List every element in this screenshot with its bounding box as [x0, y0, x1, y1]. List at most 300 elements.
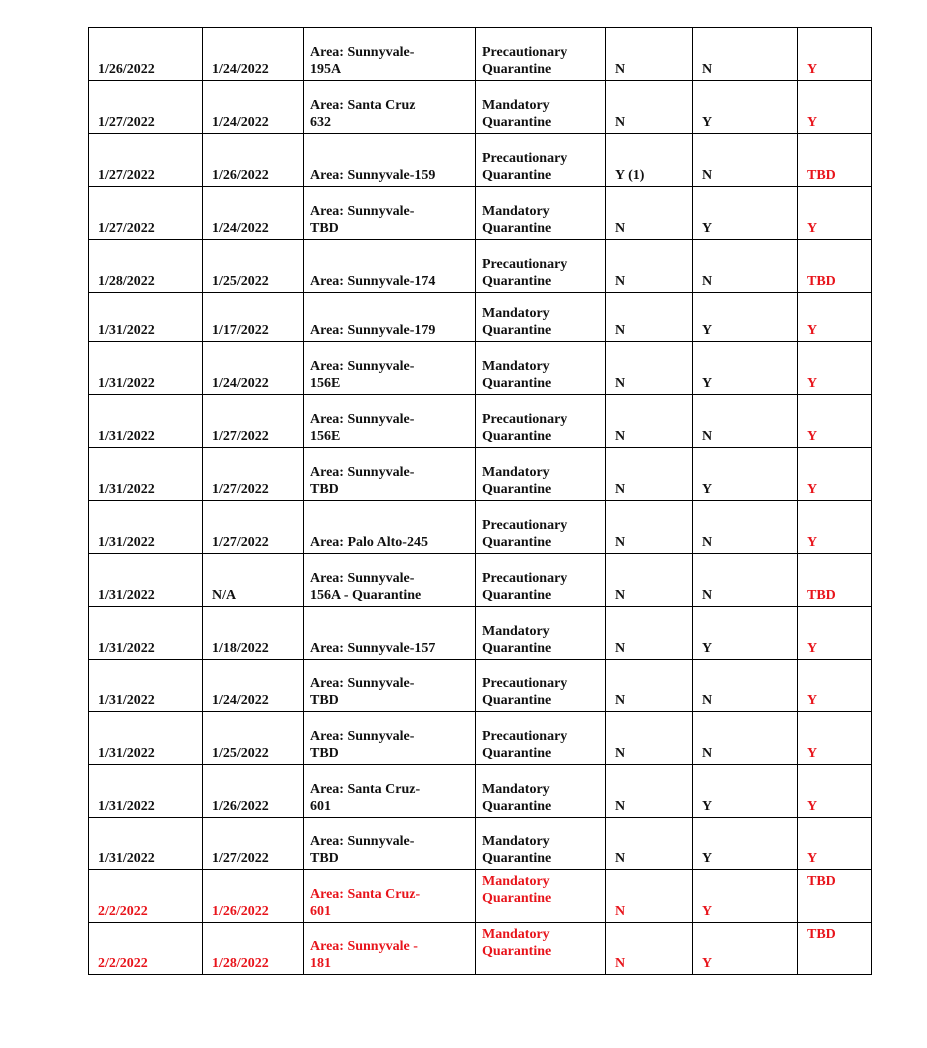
area-cell — [304, 660, 476, 712]
status-flag: Y — [807, 323, 818, 338]
last-onsite-date: 1/28/2022 — [212, 956, 269, 971]
close-contact-flag-cell — [693, 923, 798, 975]
close-contact-flag-cell — [693, 818, 798, 870]
last-onsite-date-cell — [203, 134, 304, 187]
report-date-cell — [89, 712, 203, 765]
close-contact-flag: Y — [702, 956, 713, 971]
area-line-1: Area: Sunnyvale- — [310, 729, 415, 744]
report-date-cell — [89, 342, 203, 395]
quarantine-type-line-2: Quarantine — [482, 641, 552, 656]
report-date-cell — [89, 395, 203, 448]
table-row — [89, 660, 872, 712]
positive-flag: N — [615, 482, 626, 497]
positive-flag: N — [615, 376, 626, 391]
quarantine-type-line-1: Precautionary — [482, 151, 568, 166]
quarantine-type-cell — [476, 293, 606, 342]
positive-flag: N — [615, 851, 626, 866]
last-onsite-date-cell — [203, 342, 304, 395]
area-line-1: Area: Sunnyvale - — [310, 939, 418, 954]
quarantine-type-cell — [476, 342, 606, 395]
quarantine-type-line-1: Mandatory — [482, 874, 550, 889]
quarantine-type-line-1: Precautionary — [482, 571, 568, 586]
close-contact-flag-cell — [693, 395, 798, 448]
close-contact-flag: N — [702, 429, 713, 444]
quarantine-type-cell — [476, 818, 606, 870]
quarantine-type-line-2: Quarantine — [482, 693, 552, 708]
status-flag: TBD — [807, 874, 836, 889]
status-flag: TBD — [807, 927, 836, 942]
quarantine-type-cell — [476, 765, 606, 818]
positive-flag: N — [615, 588, 626, 603]
quarantine-type-line-2: Quarantine — [482, 482, 552, 497]
last-onsite-date: 1/27/2022 — [212, 535, 269, 550]
close-contact-flag: N — [702, 746, 713, 761]
table-row — [89, 187, 872, 240]
last-onsite-date-cell — [203, 607, 304, 660]
report-date: 1/27/2022 — [98, 115, 155, 130]
last-onsite-date-cell — [203, 923, 304, 975]
report-date-cell — [89, 28, 203, 81]
area-line-1: Area: Santa Cruz — [310, 98, 416, 113]
quarantine-type-line-2: Quarantine — [482, 588, 552, 603]
status-flag: Y — [807, 115, 818, 130]
status-flag-cell — [798, 554, 872, 607]
positive-flag-cell — [606, 342, 693, 395]
quarantine-type-line-1: Mandatory — [482, 465, 550, 480]
status-flag-cell — [798, 342, 872, 395]
report-date-cell — [89, 554, 203, 607]
report-date-cell — [89, 765, 203, 818]
status-flag-cell — [798, 28, 872, 81]
quarantine-type-line-2: Quarantine — [482, 168, 552, 183]
quarantine-type-line-2: Quarantine — [482, 323, 552, 338]
positive-flag-cell — [606, 134, 693, 187]
close-contact-flag: Y — [702, 115, 713, 130]
last-onsite-date-cell — [203, 501, 304, 554]
quarantine-type-line-2: Quarantine — [482, 944, 552, 959]
quarantine-type-line-1: Mandatory — [482, 624, 550, 639]
table-row — [89, 607, 872, 660]
last-onsite-date-cell — [203, 293, 304, 342]
quarantine-type-line-1: Mandatory — [482, 359, 550, 374]
close-contact-flag-cell — [693, 712, 798, 765]
close-contact-flag: N — [702, 168, 713, 183]
close-contact-flag: Y — [702, 376, 713, 391]
area-cell — [304, 293, 476, 342]
close-contact-flag-cell — [693, 187, 798, 240]
status-flag: TBD — [807, 168, 836, 183]
table-row — [89, 818, 872, 870]
area-line-1: Area: Santa Cruz- — [310, 887, 421, 902]
report-date: 1/31/2022 — [98, 693, 155, 708]
last-onsite-date: 1/24/2022 — [212, 115, 269, 130]
close-contact-flag: N — [702, 274, 713, 289]
report-date: 1/31/2022 — [98, 851, 155, 866]
quarantine-type-line-2: Quarantine — [482, 429, 552, 444]
quarantine-type-cell — [476, 923, 606, 975]
table-body — [89, 28, 872, 975]
last-onsite-date-cell — [203, 765, 304, 818]
quarantine-type-cell — [476, 448, 606, 501]
positive-flag-cell — [606, 818, 693, 870]
close-contact-flag: N — [702, 693, 713, 708]
quarantine-type-line-1: Mandatory — [482, 834, 550, 849]
quarantine-type-line-1: Precautionary — [482, 45, 568, 60]
report-date: 1/31/2022 — [98, 535, 155, 550]
status-flag-cell — [798, 187, 872, 240]
quarantine-type-line-2: Quarantine — [482, 115, 552, 130]
close-contact-flag-cell — [693, 28, 798, 81]
area-cell — [304, 818, 476, 870]
quarantine-type-line-1: Precautionary — [482, 518, 568, 533]
quarantine-type-line-2: Quarantine — [482, 274, 552, 289]
last-onsite-date: 1/24/2022 — [212, 62, 269, 77]
positive-flag: N — [615, 535, 626, 550]
quarantine-type-cell — [476, 870, 606, 923]
status-flag: Y — [807, 693, 818, 708]
close-contact-flag-cell — [693, 765, 798, 818]
positive-flag-cell — [606, 607, 693, 660]
table-row — [89, 923, 872, 975]
positive-flag-cell — [606, 81, 693, 134]
close-contact-flag-cell — [693, 660, 798, 712]
positive-flag: Y (1) — [615, 168, 645, 183]
area-cell — [304, 81, 476, 134]
status-flag-cell — [798, 81, 872, 134]
table-row — [89, 501, 872, 554]
last-onsite-date: 1/24/2022 — [212, 376, 269, 391]
quarantine-type-line-2: Quarantine — [482, 746, 552, 761]
area-line-2: Area: Sunnyvale-179 — [310, 323, 436, 338]
positive-flag: N — [615, 62, 626, 77]
report-date-cell — [89, 187, 203, 240]
area-line-1: Area: Sunnyvale- — [310, 359, 415, 374]
area-cell — [304, 501, 476, 554]
close-contact-flag-cell — [693, 342, 798, 395]
positive-flag-cell — [606, 240, 693, 293]
table-row — [89, 342, 872, 395]
quarantine-log-table — [88, 27, 872, 975]
area-line-1: Area: Sunnyvale- — [310, 676, 415, 691]
positive-flag-cell — [606, 660, 693, 712]
last-onsite-date-cell — [203, 81, 304, 134]
quarantine-type-cell — [476, 395, 606, 448]
status-flag: Y — [807, 641, 818, 656]
area-line-1: Area: Sunnyvale- — [310, 834, 415, 849]
positive-flag-cell — [606, 187, 693, 240]
positive-flag: N — [615, 904, 626, 919]
table-row — [89, 134, 872, 187]
report-date: 1/31/2022 — [98, 641, 155, 656]
report-date: 1/27/2022 — [98, 221, 155, 236]
status-flag-cell — [798, 607, 872, 660]
last-onsite-date: 1/27/2022 — [212, 482, 269, 497]
quarantine-type-cell — [476, 240, 606, 293]
area-line-2: TBD — [310, 851, 339, 866]
area-line-2: 601 — [310, 799, 331, 814]
last-onsite-date-cell — [203, 395, 304, 448]
table-row — [89, 870, 872, 923]
status-flag-cell — [798, 660, 872, 712]
report-date-cell — [89, 448, 203, 501]
positive-flag: N — [615, 746, 626, 761]
last-onsite-date: 1/17/2022 — [212, 323, 269, 338]
area-line-1: Area: Santa Cruz- — [310, 782, 421, 797]
positive-flag-cell — [606, 395, 693, 448]
table-row — [89, 554, 872, 607]
report-date: 1/31/2022 — [98, 429, 155, 444]
last-onsite-date-cell — [203, 187, 304, 240]
last-onsite-date: 1/18/2022 — [212, 641, 269, 656]
status-flag: Y — [807, 62, 818, 77]
close-contact-flag-cell — [693, 293, 798, 342]
positive-flag-cell — [606, 765, 693, 818]
table-row — [89, 240, 872, 293]
report-date: 1/28/2022 — [98, 274, 155, 289]
area-line-2: 156E — [310, 429, 341, 444]
quarantine-type-line-1: Mandatory — [482, 782, 550, 797]
report-date: 1/31/2022 — [98, 799, 155, 814]
status-flag-cell — [798, 448, 872, 501]
status-flag: Y — [807, 482, 818, 497]
last-onsite-date-cell — [203, 818, 304, 870]
area-line-2: Area: Sunnyvale-174 — [310, 274, 436, 289]
area-cell — [304, 712, 476, 765]
status-flag-cell — [798, 240, 872, 293]
report-date-cell — [89, 870, 203, 923]
positive-flag-cell — [606, 712, 693, 765]
table-row — [89, 395, 872, 448]
area-line-1: Area: Sunnyvale- — [310, 204, 415, 219]
last-onsite-date: 1/26/2022 — [212, 904, 269, 919]
quarantine-type-line-2: Quarantine — [482, 851, 552, 866]
area-line-1: Area: Sunnyvale- — [310, 465, 415, 480]
close-contact-flag: Y — [702, 482, 713, 497]
area-cell — [304, 448, 476, 501]
close-contact-flag: Y — [702, 641, 713, 656]
last-onsite-date: 1/27/2022 — [212, 429, 269, 444]
report-date: 2/2/2022 — [98, 956, 148, 971]
close-contact-flag-cell — [693, 134, 798, 187]
report-date: 1/27/2022 — [98, 168, 155, 183]
quarantine-type-line-2: Quarantine — [482, 535, 552, 550]
status-flag: Y — [807, 221, 818, 236]
report-date: 1/31/2022 — [98, 376, 155, 391]
close-contact-flag: Y — [702, 323, 713, 338]
positive-flag: N — [615, 221, 626, 236]
quarantine-type-line-1: Precautionary — [482, 676, 568, 691]
last-onsite-date-cell — [203, 240, 304, 293]
status-flag-cell — [798, 293, 872, 342]
close-contact-flag: N — [702, 535, 713, 550]
last-onsite-date: 1/26/2022 — [212, 168, 269, 183]
positive-flag-cell — [606, 293, 693, 342]
report-date: 1/31/2022 — [98, 482, 155, 497]
table-row — [89, 765, 872, 818]
area-cell — [304, 240, 476, 293]
last-onsite-date-cell — [203, 660, 304, 712]
status-flag-cell — [798, 134, 872, 187]
report-date-cell — [89, 240, 203, 293]
table-row — [89, 712, 872, 765]
area-line-2: TBD — [310, 693, 339, 708]
status-flag-cell — [798, 923, 872, 975]
table-row — [89, 81, 872, 134]
quarantine-type-cell — [476, 554, 606, 607]
close-contact-flag-cell — [693, 870, 798, 923]
quarantine-type-line-2: Quarantine — [482, 221, 552, 236]
last-onsite-date: N/A — [212, 588, 237, 603]
positive-flag: N — [615, 799, 626, 814]
positive-flag-cell — [606, 28, 693, 81]
area-cell — [304, 923, 476, 975]
status-flag-cell — [798, 870, 872, 923]
area-line-2: 195A — [310, 62, 342, 77]
area-cell — [304, 765, 476, 818]
status-flag: Y — [807, 799, 818, 814]
quarantine-type-line-1: Mandatory — [482, 927, 550, 942]
quarantine-type-cell — [476, 28, 606, 81]
positive-flag: N — [615, 641, 626, 656]
positive-flag: N — [615, 693, 626, 708]
close-contact-flag-cell — [693, 554, 798, 607]
quarantine-type-cell — [476, 501, 606, 554]
area-line-2: 632 — [310, 115, 331, 130]
report-date: 1/26/2022 — [98, 62, 155, 77]
quarantine-type-line-1: Precautionary — [482, 729, 568, 744]
last-onsite-date: 1/27/2022 — [212, 851, 269, 866]
area-cell — [304, 134, 476, 187]
status-flag-cell — [798, 765, 872, 818]
area-line-2: Area: Sunnyvale-157 — [310, 641, 436, 656]
close-contact-flag-cell — [693, 240, 798, 293]
area-line-2: Area: Sunnyvale-159 — [310, 168, 436, 183]
report-date: 1/31/2022 — [98, 323, 155, 338]
last-onsite-date-cell — [203, 554, 304, 607]
quarantine-type-cell — [476, 607, 606, 660]
quarantine-type-line-1: Precautionary — [482, 412, 568, 427]
positive-flag-cell — [606, 448, 693, 501]
area-line-1: Area: Sunnyvale- — [310, 571, 415, 586]
close-contact-flag-cell — [693, 448, 798, 501]
area-line-2: 601 — [310, 904, 331, 919]
quarantine-type-line-1: Mandatory — [482, 306, 550, 321]
area-line-2: 181 — [310, 956, 331, 971]
close-contact-flag: Y — [702, 799, 713, 814]
close-contact-flag: Y — [702, 851, 713, 866]
positive-flag: N — [615, 429, 626, 444]
positive-flag: N — [615, 323, 626, 338]
status-flag: Y — [807, 851, 818, 866]
report-date-cell — [89, 134, 203, 187]
close-contact-flag-cell — [693, 81, 798, 134]
table-row — [89, 293, 872, 342]
area-line-2: TBD — [310, 482, 339, 497]
quarantine-type-line-2: Quarantine — [482, 891, 552, 906]
quarantine-type-line-1: Mandatory — [482, 204, 550, 219]
positive-flag: N — [615, 956, 626, 971]
quarantine-type-line-1: Precautionary — [482, 257, 568, 272]
area-line-2: TBD — [310, 221, 339, 236]
status-flag: Y — [807, 746, 818, 761]
area-line-2: 156E — [310, 376, 341, 391]
positive-flag-cell — [606, 870, 693, 923]
status-flag: Y — [807, 429, 818, 444]
status-flag: TBD — [807, 274, 836, 289]
report-date: 2/2/2022 — [98, 904, 148, 919]
last-onsite-date: 1/26/2022 — [212, 799, 269, 814]
status-flag-cell — [798, 712, 872, 765]
last-onsite-date-cell — [203, 448, 304, 501]
quarantine-type-cell — [476, 134, 606, 187]
close-contact-flag: Y — [702, 221, 713, 236]
last-onsite-date: 1/24/2022 — [212, 693, 269, 708]
status-flag-cell — [798, 818, 872, 870]
area-cell — [304, 870, 476, 923]
area-cell — [304, 395, 476, 448]
report-date: 1/31/2022 — [98, 588, 155, 603]
last-onsite-date: 1/24/2022 — [212, 221, 269, 236]
table-row — [89, 448, 872, 501]
area-line-2: Area: Palo Alto-245 — [310, 535, 428, 550]
area-line-1: Area: Sunnyvale- — [310, 412, 415, 427]
status-flag-cell — [798, 395, 872, 448]
close-contact-flag-cell — [693, 501, 798, 554]
last-onsite-date: 1/25/2022 — [212, 274, 269, 289]
quarantine-type-cell — [476, 81, 606, 134]
area-line-2: 156A - Quarantine — [310, 588, 422, 603]
positive-flag: N — [615, 274, 626, 289]
close-contact-flag: N — [702, 62, 713, 77]
report-date-cell — [89, 293, 203, 342]
report-date-cell — [89, 923, 203, 975]
area-cell — [304, 28, 476, 81]
positive-flag-cell — [606, 923, 693, 975]
status-flag: Y — [807, 376, 818, 391]
area-cell — [304, 607, 476, 660]
quarantine-type-line-2: Quarantine — [482, 376, 552, 391]
report-date-cell — [89, 607, 203, 660]
last-onsite-date: 1/25/2022 — [212, 746, 269, 761]
close-contact-flag: N — [702, 588, 713, 603]
last-onsite-date-cell — [203, 870, 304, 923]
quarantine-type-cell — [476, 712, 606, 765]
quarantine-type-cell — [476, 660, 606, 712]
report-date-cell — [89, 660, 203, 712]
area-line-2: TBD — [310, 746, 339, 761]
table-row — [89, 28, 872, 81]
positive-flag-cell — [606, 554, 693, 607]
close-contact-flag: Y — [702, 904, 713, 919]
report-date: 1/31/2022 — [98, 746, 155, 761]
positive-flag: N — [615, 115, 626, 130]
report-date-cell — [89, 501, 203, 554]
status-flag: Y — [807, 535, 818, 550]
status-flag: TBD — [807, 588, 836, 603]
area-cell — [304, 342, 476, 395]
report-date-cell — [89, 818, 203, 870]
quarantine-type-line-1: Mandatory — [482, 98, 550, 113]
last-onsite-date-cell — [203, 712, 304, 765]
last-onsite-date-cell — [203, 28, 304, 81]
quarantine-type-line-2: Quarantine — [482, 62, 552, 77]
area-line-1: Area: Sunnyvale- — [310, 45, 415, 60]
status-flag-cell — [798, 501, 872, 554]
report-date-cell — [89, 81, 203, 134]
close-contact-flag-cell — [693, 607, 798, 660]
positive-flag-cell — [606, 501, 693, 554]
area-cell — [304, 554, 476, 607]
